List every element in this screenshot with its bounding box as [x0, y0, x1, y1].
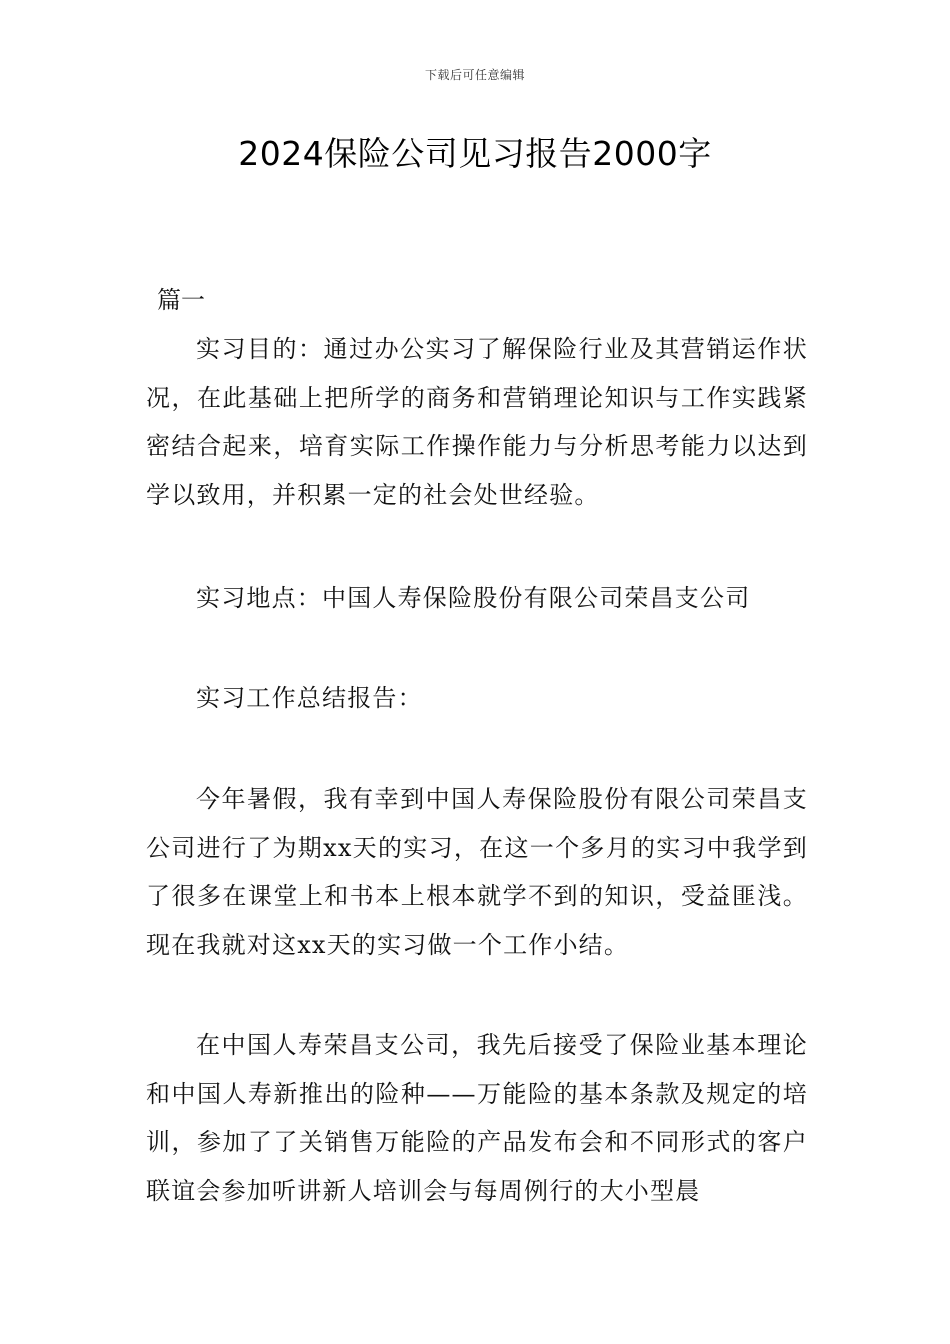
document-title: 2024保险公司见习报告2000字 [238, 134, 712, 173]
paragraph-summary-heading: 实习工作总结报告： [196, 684, 423, 712]
paragraph-location: 实习地点：中国人寿保险股份有限公司荣昌支公司 [196, 584, 751, 612]
paragraph-intro: 今年暑假，我有幸到中国人寿保险股份有限公司荣昌支公司进行了为期xx天的实习，在这一个多月的实习中我学到了很多在课堂上和书本上根本就学不到的知识，受益匪浅。现在我就对这xx天的实习做一个工作小结。 [146, 785, 808, 959]
header-note: 下载后可任意编辑 [424, 68, 525, 82]
section-label: 篇一 [157, 286, 205, 314]
paragraph-training: 在中国人寿荣昌支公司，我先后接受了保险业基本理论和中国人寿新推出的险种——万能险的基本条款及规定的培训，参加了了关销售万能险的产品发布会和不同形式的客户联谊会参加听讲新人培训会与每周例行的大小型晨 [146, 1031, 808, 1205]
paragraph-purpose: 实习目的：通过办公实习了解保险行业及其营销运作状况，在此基础上把所学的商务和营销理论知识与工作实践紧密结合起来，培育实际工作操作能力与分析思考能力以达到学以致用，并积累一定的社会处世经验。 [146, 335, 808, 509]
